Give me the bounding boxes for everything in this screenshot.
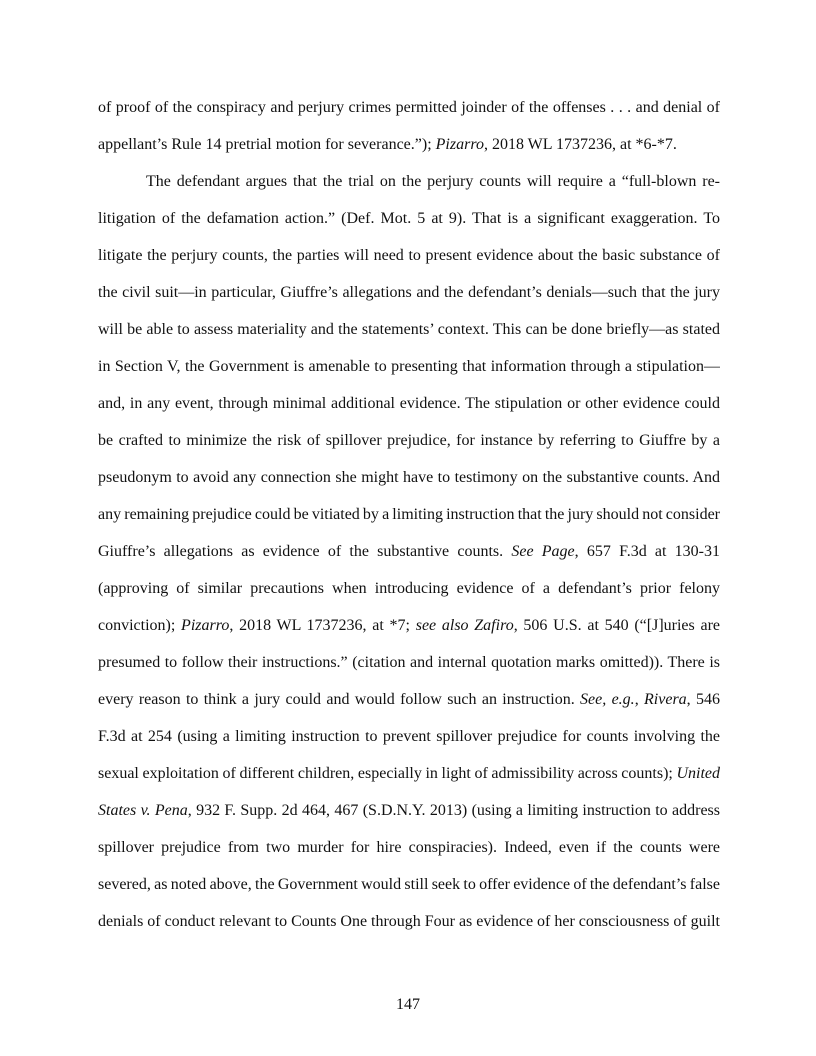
text-segment: , 657 F.3d at 130-31: [574, 543, 720, 560]
text-segment: The defendant argues that the trial on the perjury counts will require a “full-blown re-: [146, 173, 720, 190]
page-number: 147: [396, 996, 420, 1013]
case-citation-italic: States v. Pena: [98, 802, 188, 819]
text-segment: the civil suit—in particular, Giuffre’s allegations and the defendant’s denials—such that the jury: [98, 284, 720, 301]
text-line: [98, 163, 720, 200]
text-line: [98, 607, 720, 644]
text-line: [98, 792, 720, 829]
case-citation-italic: see also Zafiro: [415, 617, 514, 634]
text-segment: every reason to think a jury could and would follow such an instruction.: [98, 691, 581, 708]
text-segment: denials of conduct relevant to Counts One through Four as evidence of her consciousness of guilt: [98, 913, 720, 930]
document-body: [98, 89, 720, 940]
text-segment: and, in any event, through minimal additional evidence. The stipulation or other evidence could: [98, 395, 720, 412]
text-line: [98, 311, 720, 348]
case-citation-italic: Pizarro: [181, 617, 230, 634]
text-line: [98, 681, 720, 718]
text-segment: , 932 F. Supp. 2d 464, 467 (S.D.N.Y. 2013) (using a limiting instruction to address: [187, 802, 720, 819]
text-line: [98, 126, 720, 163]
case-citation-italic: See Page: [511, 543, 575, 560]
text-line: [98, 903, 720, 940]
text-segment: sexual exploitation of different children, especially in light of admissibility across counts);: [98, 765, 677, 782]
text-segment: conviction);: [98, 617, 182, 634]
text-segment: will be able to assess materiality and the statements’ context. This can be done briefly—as stated: [98, 321, 720, 338]
text-line: [98, 422, 720, 459]
text-segment: be crafted to minimize the risk of spillover prejudice, for instance by referring to Giuffre by a: [98, 432, 720, 449]
case-citation-italic: See, e.g.: [580, 691, 635, 708]
text-segment: ,: [634, 691, 645, 708]
text-segment: of proof of the conspiracy and perjury crimes permitted joinder of the offenses . . . and denial of: [98, 99, 720, 116]
case-citation-italic: United: [676, 765, 720, 782]
text-line: [98, 89, 720, 126]
text-segment: Giuffre’s allegations as evidence of the substantive counts.: [98, 543, 512, 560]
text-segment: presumed to follow their instructions.” (citation and internal quotation marks omitted)). There is: [98, 654, 720, 671]
text-line: [98, 237, 720, 274]
case-citation-italic: Rivera: [644, 691, 687, 708]
text-line: [98, 274, 720, 311]
text-segment: , 506 U.S. at 540 (“[J]uries are: [513, 617, 720, 634]
text-line: [98, 533, 720, 570]
case-citation-italic: Pizarro: [435, 136, 484, 153]
text-line: [98, 385, 720, 422]
text-line: [98, 200, 720, 237]
text-segment: (approving of similar precautions when introducing evidence of a defendant’s prior felony: [98, 580, 720, 597]
text-line: [98, 718, 720, 755]
text-segment: pseudonym to avoid any connection she might have to testimony on the substantive counts. And: [98, 469, 720, 486]
text-segment: litigation of the defamation action.” (Def. Mot. 5 at 9). That is a significant exaggeration. To: [98, 210, 720, 227]
text-line: [98, 755, 720, 792]
text-segment: , 2018 WL 1737236, at *6-*7.: [483, 136, 677, 153]
text-line: [98, 459, 720, 496]
text-line: [98, 866, 720, 903]
text-segment: in Section V, the Government is amenable to presenting that information through a stipulation—: [98, 358, 720, 375]
text-segment: appellant’s Rule 14 pretrial motion for severance.”);: [98, 136, 436, 153]
text-line: [98, 570, 720, 607]
text-line: [98, 829, 720, 866]
text-segment: F.3d at 254 (using a limiting instruction to prevent spillover prejudice for counts involving the: [98, 728, 720, 745]
text-line: [98, 348, 720, 385]
text-segment: any remaining prejudice could be vitiated by a limiting instruction that the jury should not consider: [98, 506, 720, 523]
text-segment: spillover prejudice from two murder for hire conspiracies). Indeed, even if the counts were: [98, 839, 720, 856]
text-segment: litigate the perjury counts, the parties will need to present evidence about the basic substance of: [98, 247, 720, 264]
text-line: [98, 644, 720, 681]
text-segment: , 2018 WL 1737236, at *7;: [229, 617, 416, 634]
text-segment: severed, as noted above, the Government would still seek to offer evidence of the defendant’s false: [98, 876, 720, 893]
text-segment: , 546: [686, 691, 720, 708]
text-line: [98, 496, 720, 533]
